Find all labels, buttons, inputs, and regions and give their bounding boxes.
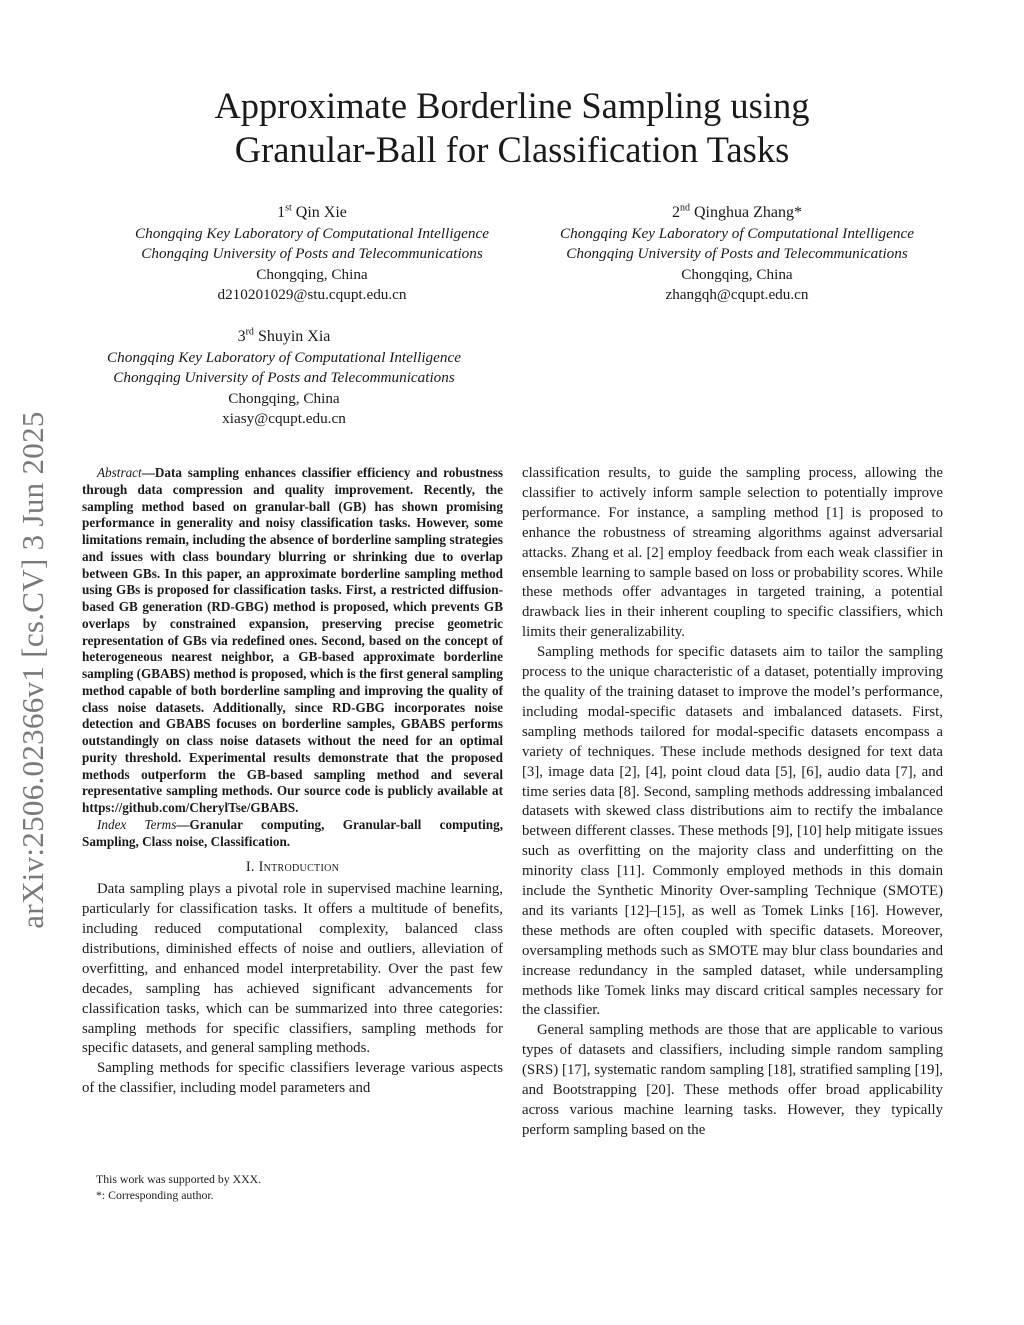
abstract-label: Abstract [97,465,142,480]
author-affiliation-lab: Chongqing Key Laboratory of Computational Intelligence [135,224,489,242]
paragraph: Data sampling plays a pivotal role in supervised machine learning, particularly for classification tasks. It offers a multitude of benefits, including reduced computational complexity, balanced class distributions, diminished effects of noise and outliers, alleviation of overfitting, and enhanced model interpretability. Over the past few decades, sampling has achieved significant advancements for classification tasks, which can be summarized into three categories: sampling methods for specific classifiers, sampling methods for specific datasets, and general sampling methods. [82,881,503,1057]
index-terms [82,817,503,851]
author-ordinal-suffix: st [285,202,292,214]
author-email: d210201029@stu.cqupt.edu.cn [217,286,407,304]
author-affiliation-university: Chongqing University of Posts and Telecommunications [566,245,908,263]
paper-title [110,84,914,172]
author-block-3 [72,327,496,430]
author-ordinal: 1 [277,204,286,221]
paragraph: Sampling methods for specific classifiers leverage various aspects of the classifier, including model parameters and [82,1060,503,1097]
right-column [522,464,943,1141]
abstract [82,465,503,817]
index-terms-label: Index Terms [97,816,177,832]
author-email: zhangqh@cqupt.edu.cn [665,286,809,304]
paragraph: classification results, to guide the sampling process, allowing the classifier to actively inform sample selection to potentially improve performance. For instance, a sampling method [1] is proposed to enhance the robustness of streaming algorithms against adversarial attacks. Zhang et al. [2] employ feedback from each weak classifier in ensemble learning to sample based on loss or probability scores. While these methods offer advantages in targeted training, a potential drawback lies in their inherent coupling to specific classifiers, which limits their generalizability. [522,465,943,641]
author-affiliation-university: Chongqing University of Posts and Telecommunications [113,369,455,387]
paragraph: General sampling methods are those that are applicable to various types of datasets and classifiers, including simple random sampling (SRS) [17], systematic random sampling [18], stratified sampling [19], and Bootstrapping [20]. These methods offer broad applicability across various machine learning tasks. However, they typically perform sampling based on the [522,1022,943,1138]
author-city: Chongqing, China [256,265,368,283]
footnote-funding: This work was supported by XXX. [96,1172,262,1186]
author-city: Chongqing, China [228,389,340,407]
arxiv-id-text: arXiv:2506.02366v1 [cs.CV] 3 Jun 2025 [15,411,50,929]
footnotes [96,1172,261,1203]
author-affiliation-university: Chongqing University of Posts and Telecommunications [141,245,483,263]
author-ordinal: 3 [237,328,246,345]
author-name: Qin Xie [295,204,347,221]
author-name-line [100,203,524,224]
author-affiliation-lab: Chongqing Key Laboratory of Computational Intelligence [560,224,914,242]
author-block-2 [530,203,944,306]
author-name: Qinghua Zhang* [694,204,802,221]
section-heading-introduction [82,858,503,878]
title-line-1: Approximate Borderline Sampling using [214,85,810,126]
section-number: I. [245,859,259,876]
author-ordinal-suffix: nd [680,202,690,214]
author-name: Shuyin Xia [257,328,331,345]
footnote-corresponding: *: Corresponding author. [96,1187,214,1202]
author-name-line [530,203,944,224]
paragraph: Sampling methods for specific datasets aim to tailor the sampling process to the unique characteristic of a dataset, potentially improving the quality of the training dataset to improve the model’s performance, including modal-specific datasets and imbalanced datasets. First, sampling methods tailored for modal-specific datasets encompass a variety of techniques. These include methods designed for text data [3], image data [2], [4], point cloud data [5], [6], audio data [7], and time series data [8]. Second, sampling methods addressing imbalanced datasets with skewed class distributions aim to rectify the imbalance between different classes. These methods [9], [10] help mitigate issues such as overfitting on the majority class and underfitting on the minority class [11]. Commonly employed methods in this domain include the Synthetic Minority Over-sampling Technique (SMOTE) and its variants [12]–[15], as well as Tomek Links [16]. However, these methods are often coupled with specific datasets. Moreover, oversampling methods such as SMOTE may blur class boundaries and increase redundancy in the sampled dataset, while undersampling methods like Tomek links may discard critical samples necessary for the classifier. [522,644,943,1019]
author-city: Chongqing, China [681,265,793,283]
author-name-line [72,327,496,348]
author-email: xiasy@cqupt.edu.cn [222,410,346,428]
author-affiliation-lab: Chongqing Key Laboratory of Computational Intelligence [107,348,461,366]
index-terms-text: —Granular computing, Granular-ball computing, Sampling, Class noise, Classification. [82,816,503,849]
author-ordinal: 2 [672,204,680,221]
left-column [82,465,503,1099]
author-ordinal-suffix: rd [245,326,254,338]
abstract-text: —Data sampling enhances classifier efficiency and robustness through data compression and quality improvement. Recently, the sampling method based on granular-ball (GB) has shown promising performance in generality and noisy classification tasks. However, some limitations remain, including the absence of borderline sampling strategies and issues with class boundary blurring or shrinking due to overlap between GBs. In this paper, an approximate borderline sampling method using GBs is proposed for classification tasks. First, a restricted diffusion-based GB generation (RD-GBG) method is proposed, which prevents GB overlaps by constrained expansion, preserving precise geometric representation of GBs via redefined ones. Second, based on the concept of heterogeneous nearest neighbor, a GB-based approximate borderline sampling (GBABS) method is proposed, which is the first general sampling method capable of both borderline sampling and improving the quality of class noise datasets. Additionally, since RD-GBG incorporates noise detection and GBABS focuses on borderline samples, GBABS performs outstandingly on class noise datasets without the need for an optimal purity threshold. Experimental results demonstrate that the proposed methods outperform the GB-based sampling method and several representative sampling methods. Our source code is publicly available at https://github.com/CherylTse/GBABS. [82,465,503,815]
arxiv-watermark [8,390,58,950]
title-line-2: Granular-Ball for Classification Tasks [234,129,790,170]
section-title: Introduction [258,859,340,876]
author-block-1 [100,203,524,306]
